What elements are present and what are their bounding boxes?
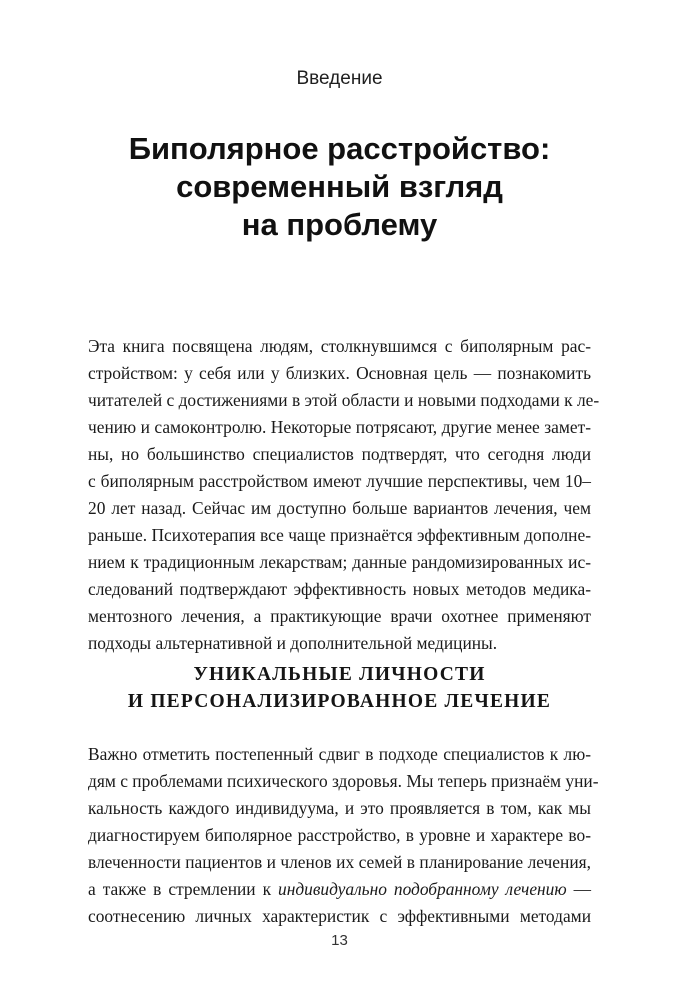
text-line: нием к традиционным лекарствам; данные рандомизированных ис- [88,552,591,572]
text-line: с биполярным расстройством имеют лучшие перспективы, чем 10– [88,471,591,491]
text-line: 20 лет назад. Сейчас им доступно больше вариантов лечения, чем [88,498,591,518]
text-line: ментозного лечения, а практикующие врачи охотнее применяют [88,606,591,626]
section-heading-line: И ПЕРСОНАЛИЗИРОВАННОЕ ЛЕЧЕНИЕ [127,691,552,712]
text-line: чению и самоконтролю. Некоторые потрясают, другие менее замет- [88,417,591,437]
section-heading-line: УНИКАЛЬНЫЕ ЛИЧНОСТИ [193,664,486,685]
chapter-title-line: на проблему [241,207,438,242]
text-line: диагностируем биполярное расстройство, в уровне и характере во- [88,825,591,845]
paragraph-personalized [88,741,599,930]
chapter-title-line: Биполярное расстройство: [128,131,551,166]
text-line: Важно отметить постепенный сдвиг в подходе специалистов к лю- [88,744,591,764]
emphasis-text: индивидуально подобранному лечению [278,879,567,899]
text-line: влеченности пациентов и членов их семей в планирование лечения, [88,852,591,872]
text-line: соотнесению личных характеристик с эффективными методами [88,906,591,926]
page-number: 13 [331,932,348,949]
text-line-with-emphasis [88,876,591,903]
text-run: а также в стремлении к [88,879,279,899]
text-line: следований подтверждают эффективность новых методов медика- [88,579,591,599]
text-line: кальность каждого индивидуума, и это проявляется в том, как мы [88,798,591,818]
text-run: — [566,879,591,899]
chapter-title-line: современный взгляд [176,169,503,204]
paragraph-intro [88,333,600,657]
text-line: Эта книга посвящена людям, столкнувшимся с биполярным рас- [88,336,591,356]
text-line: раньше. Психотерапия все чаще признаётся эффективным дополне- [88,525,591,545]
text-line: дям с проблемами психического здоровья. Мы теперь признаём уни- [88,771,599,791]
text-line: подходы альтернативной и дополнительной медицины. [88,633,498,653]
chapter-label: Введение [296,68,383,89]
text-line: читателей с достижениями в этой области и новыми подходами к ле- [88,390,600,410]
text-line: стройством: у себя или у близких. Основная цель — познакомить [88,363,591,383]
chapter-title [60,130,619,244]
section-heading [60,661,619,715]
text-line: ны, но большинство специалистов подтвердят, что сегодня люди [88,444,591,464]
